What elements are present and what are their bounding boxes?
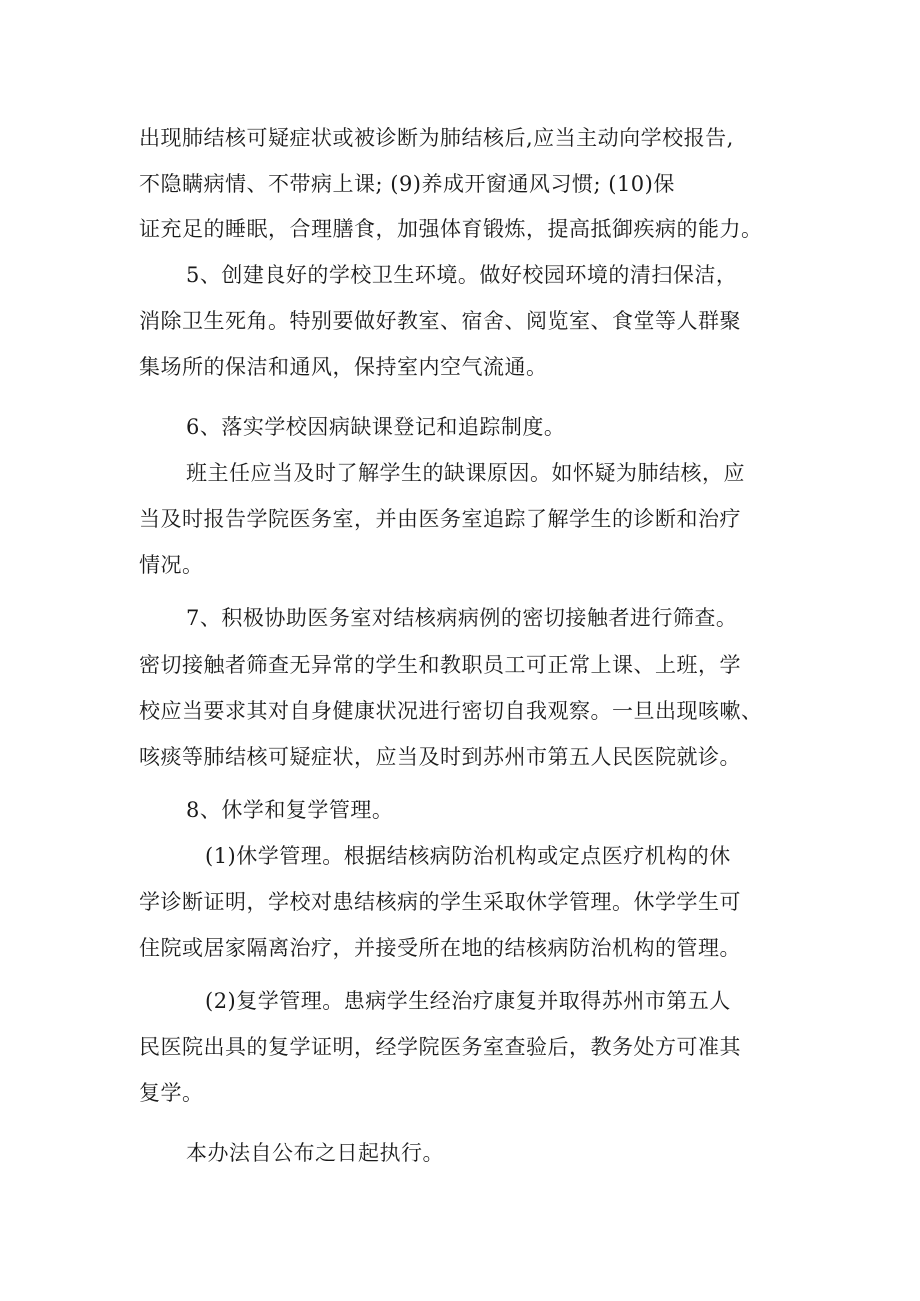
paragraph-line: 5、创建良好的学校卫生环境。做好校园环境的清扫保洁， [186,263,738,287]
paragraph-line: 情况。 [139,553,204,577]
paragraph-line: 出现肺结核可疑症状或被诊断为肺结核后,应当主动向学校报告, [139,126,734,150]
paragraph-line: 密切接触者筛查无异常的学生和教职员工可正常上课、上班，学 [139,653,741,677]
paragraph-line: 7、积极协助医务室对结核病病例的密切接触者进行筛查。 [186,606,738,630]
paragraph-line: 住院或居家隔离治疗，并接受所在地的结核病防治机构的管理。 [139,936,741,960]
paragraph-line: 校应当要求其对自身健康状况进行密切自我观察。一旦出现咳嗽、 [139,699,763,723]
paragraph-line: 6、落实学校因病缺课登记和追踪制度。 [186,415,566,439]
paragraph-line: 8、休学和复学管理。 [186,798,394,822]
paragraph-line: 当及时报告学院医务室，并由医务室追踪了解学生的诊断和治疗 [139,507,741,531]
paragraph-line: 民医院出具的复学证明，经学院医务室查验后，教务处方可准其 [139,1035,741,1059]
paragraph-line: 不隐瞒病情、不带病上课; (9)养成开窗通风习惯; (10)保 [139,172,675,196]
paragraph-line: 集场所的保洁和通风，保持室内空气流通。 [139,355,548,379]
paragraph-line: 本办法自公布之日起执行。 [186,1141,444,1165]
paragraph-line: 咳痰等肺结核可疑症状，应当及时到苏州市第五人民医院就诊。 [139,745,741,769]
paragraph-line: (2)复学管理。患病学生经治疗康复并取得苏州市第五人 [205,989,731,1013]
paragraph-line: 复学。 [139,1081,204,1105]
paragraph-line: 证充足的睡眠，合理膳食，加强体育锻炼，提高抵御疾病的能力。 [139,217,763,241]
paragraph-line: (1)休学管理。根据结核病防治机构或定点医疗机构的休 [205,844,731,868]
paragraph-line: 消除卫生死角。特别要做好教室、宿舍、阅览室、食堂等人群聚 [139,309,741,333]
paragraph-line: 学诊断证明，学校对患结核病的学生采取休学管理。休学学生可 [139,890,741,914]
paragraph-line: 班主任应当及时了解学生的缺课原因。如怀疑为肺结核，应 [186,461,745,485]
